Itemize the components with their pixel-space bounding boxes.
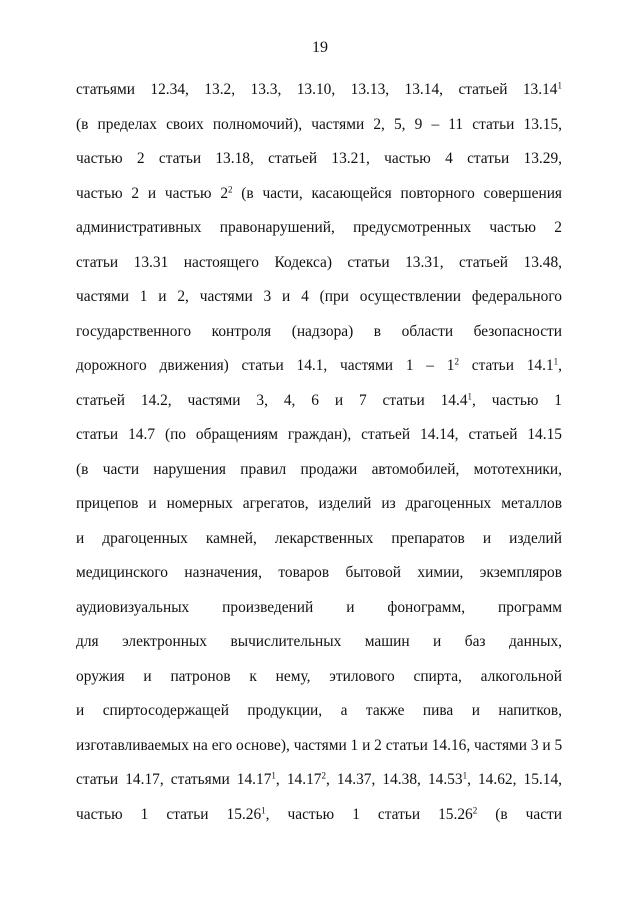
text-line <box>76 763 562 798</box>
superscript: 1 <box>553 356 559 367</box>
text-run: , 14.37, 14.38, 14.53 <box>325 771 463 788</box>
text-line <box>76 660 562 695</box>
text-run: частью 1 статьи 15.26 <box>76 805 262 823</box>
text-run: , частью 1 статьи 15.26 <box>265 805 473 823</box>
text-run: статьей 14.2, частями 3, 4, 6 и 7 статьи 14.4 <box>76 391 468 409</box>
text-run: частью 2 статьи 13.18, статьей 13.21, частью 4 статьи 13.29, <box>76 150 562 167</box>
text-line <box>76 694 562 729</box>
text-line <box>76 625 562 660</box>
text-line <box>76 142 562 177</box>
text-line <box>76 798 562 833</box>
text-run: статьи 14.7 (по обращениям граждан), статьей 14.14, статьей 14.15 <box>76 426 562 443</box>
text-line <box>76 73 562 108</box>
text-run: статьи 14.1 <box>458 357 554 374</box>
page-number: 19 <box>312 39 328 56</box>
superscript: 1 <box>557 80 562 91</box>
text-run: статьи 13.31 настоящего Кодекса) статьи 13.31, статьей 13.48, <box>76 253 562 271</box>
text-line <box>76 418 562 453</box>
text-run: дорожного движения) статьи 14.1, частями 1 – 1 <box>76 357 455 374</box>
text-run: , 14.17 <box>275 771 322 788</box>
text-run: и драгоценных камней, лекарственных препаратов и изделий <box>76 529 562 547</box>
text-run: (в пределах своих полномочий), частями 2, 5, 9 – 11 статьи 13.15, <box>76 115 562 133</box>
text-run: и спиртосодержащей продукции, а также пива и напитков, <box>76 702 562 719</box>
text-line <box>76 177 562 212</box>
text-line <box>76 522 562 557</box>
text-run: , частью 1 <box>472 391 562 409</box>
text-line <box>76 349 562 384</box>
text-line <box>76 453 562 488</box>
text-run: , 14.62, 15.14, <box>467 771 562 788</box>
superscript: 1 <box>462 770 468 781</box>
superscript: 1 <box>261 804 266 815</box>
text-line <box>76 729 562 764</box>
text-run: оружия и патронов к нему, этилового спирта, алкогольной <box>76 667 562 685</box>
superscript: 2 <box>228 183 233 194</box>
text-run: , <box>558 357 562 374</box>
text-line <box>76 315 562 350</box>
text-run: государственного контроля (надзора) в области безопасности <box>76 322 562 340</box>
text-run: (в части <box>477 805 563 823</box>
text-line <box>76 246 562 281</box>
text-line <box>76 384 562 419</box>
text-run: прицепов и номерных агрегатов, изделий из драгоценных металлов <box>76 495 562 512</box>
superscript: 2 <box>321 770 326 781</box>
text-run: статьями 12.34, 13.2, 13.3, 13.10, 13.13, 13.14, статьей 13.14 <box>76 81 558 98</box>
text-run: статьи 14.17, статьями 14.17 <box>76 771 272 788</box>
text-run: изготавливаемых на его основе), частями 1 и 2 статьи 14.16, частями 3 и 5 <box>76 736 563 754</box>
superscript: 2 <box>472 804 478 815</box>
text-run: частями 1 и 2, частями 3 и 4 (при осуществлении федерального <box>76 288 562 305</box>
superscript: 2 <box>454 356 459 367</box>
text-run: частью 2 и частью 2 <box>76 184 229 202</box>
body-text <box>76 73 562 832</box>
text-line <box>76 556 562 591</box>
text-run: аудиовизуальных произведений и фонограмм, программ <box>76 598 562 616</box>
text-line <box>76 108 562 143</box>
text-line <box>76 487 562 522</box>
text-line <box>76 591 562 626</box>
superscript: 1 <box>271 770 276 781</box>
text-run: для электронных вычислительных машин и баз данных, <box>76 633 562 650</box>
text-run: (в части, касающейся повторного совершения <box>232 184 563 202</box>
text-line <box>76 280 562 315</box>
text-run: административных правонарушений, предусмотренных частью 2 <box>76 219 562 236</box>
text-run: (в части нарушения правил продажи автомобилей, мототехники, <box>76 460 562 478</box>
superscript: 1 <box>467 390 473 401</box>
text-line <box>76 211 562 246</box>
text-run: медицинского назначения, товаров бытовой химии, экземпляров <box>76 564 562 581</box>
